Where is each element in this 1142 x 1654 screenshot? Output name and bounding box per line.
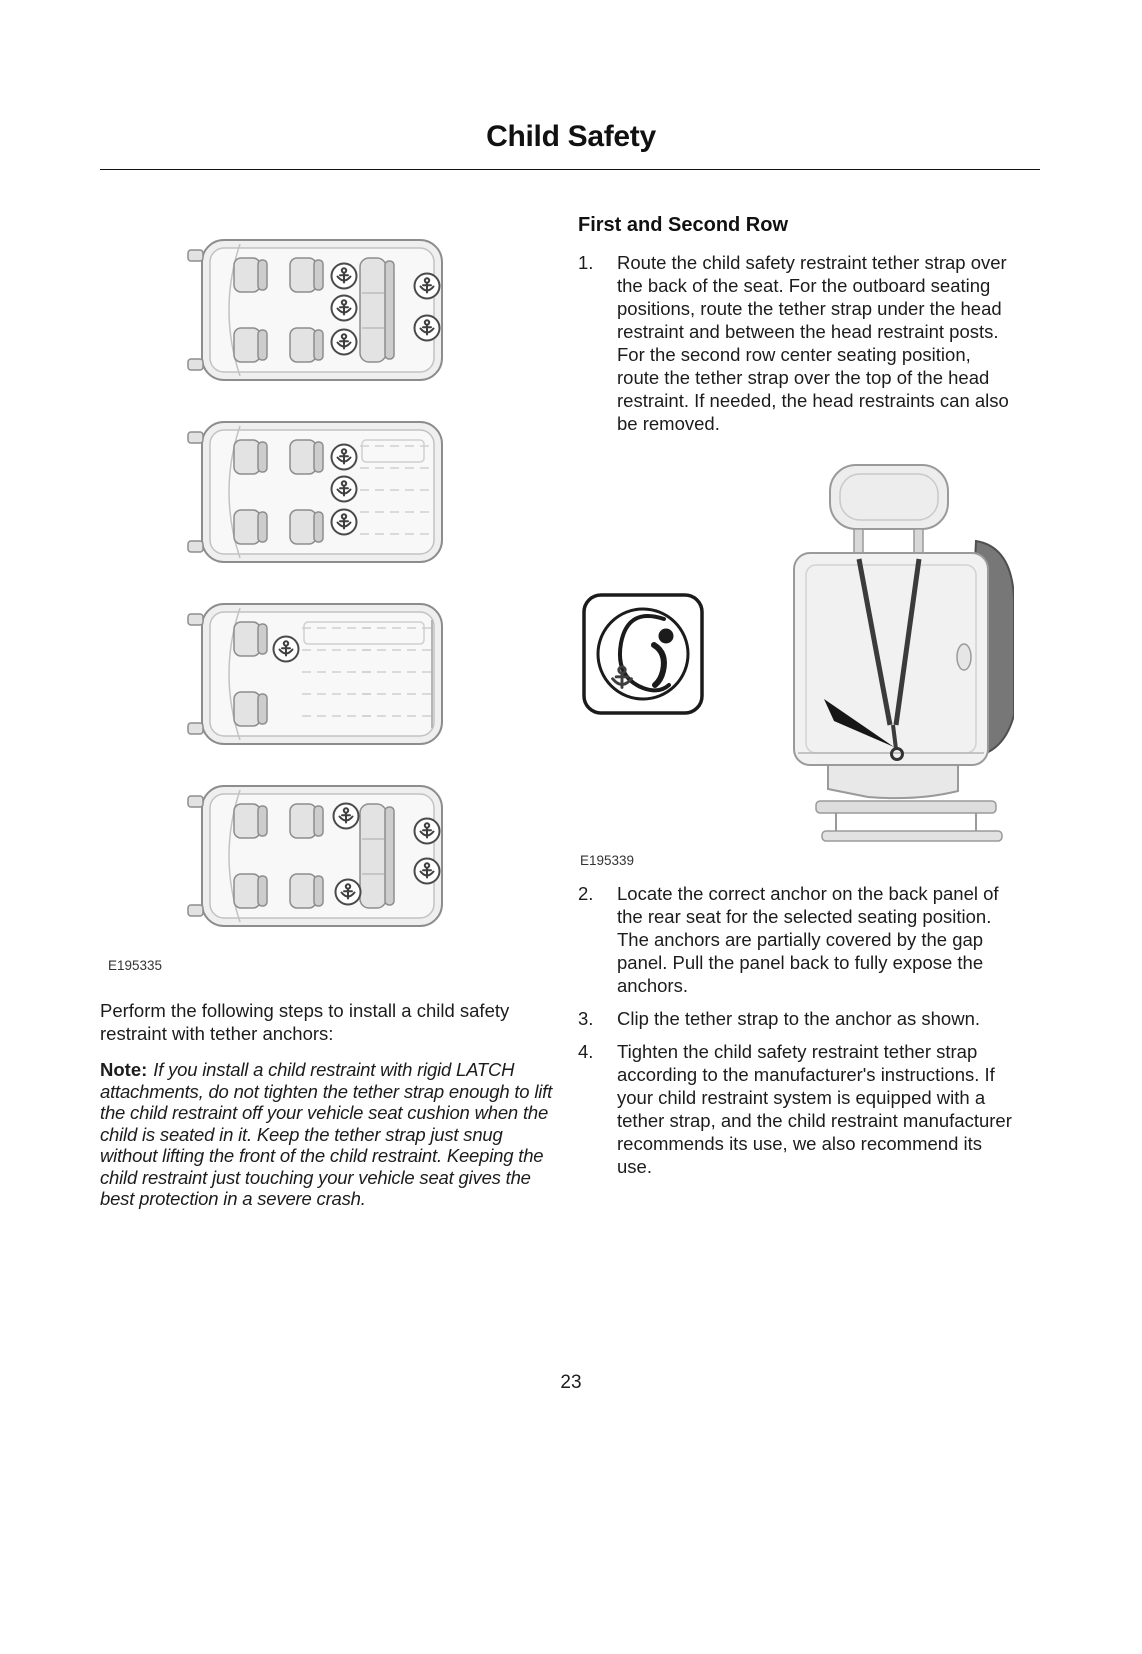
van-top-view-front-row-only <box>184 594 454 754</box>
section-heading: First and Second Row <box>578 214 789 236</box>
step-text: Route the child safety restraint tether strap over the back of the seat. For the outboard seating positions, route the tether strap under the head restraint and between the head restraint posts. For the second row center seating position, route the tether strap over the top of the head restraint. If needed, the head restraints can also be removed. <box>617 252 1009 434</box>
step-text: Clip the tether strap to the anchor as shown. <box>617 1008 981 1029</box>
step-item <box>578 1040 1014 1178</box>
anchor-icon <box>332 296 357 321</box>
step-number: 2. <box>578 883 594 904</box>
note-paragraph <box>100 1059 555 1210</box>
van-diagram-3 <box>184 594 555 754</box>
figure-label: E195339 <box>580 853 635 868</box>
note-label: Note: <box>100 1059 148 1080</box>
step-text: Locate the correct anchor on the back panel of the rear seat for the selected seating position. The anchors are partially covered by the gap panel. Pull the panel back to fully expose the anchors. <box>617 883 999 996</box>
step-item <box>578 882 1014 997</box>
anchor-icon <box>332 330 357 355</box>
title-divider <box>100 169 1040 170</box>
van-diagram-1 <box>184 230 555 390</box>
tether-strap-figure <box>578 457 1014 868</box>
page-number: 23 <box>560 1372 582 1393</box>
child-seat-anchor-icon <box>584 595 702 713</box>
anchor-icon <box>336 880 361 905</box>
anchor-icon <box>415 316 440 341</box>
step-item <box>578 1007 1014 1030</box>
anchor-icon <box>332 264 357 289</box>
anchor-icon <box>415 859 440 884</box>
note-text: If you install a child restraint with rigid LATCH attachments, do not tighten the tether strap enough to lift the child restraint off your vehicle seat cushion when the child is seated in it. Keep the tether strap just snug without lifting the front of the child restraint. Keeping the child restraint just touching your vehicle seat gives the best protection in a severe crash. <box>100 1059 553 1209</box>
step-item <box>578 251 1014 435</box>
step-number: 4. <box>578 1041 594 1062</box>
seating-layout-figure <box>100 230 555 936</box>
step-number: 1. <box>578 252 594 273</box>
van-top-view-all-rows-alt <box>184 776 454 936</box>
step-text: Tighten the child safety restraint tether strap according to the manufacturer's instructions. If your child restraint system is equipped with a tether strap, and the child restraint manufacturer recommends its use, we also recommend its use. <box>617 1041 1012 1177</box>
anchor-icon <box>274 637 299 662</box>
right-column <box>578 212 1014 1188</box>
step-number: 3. <box>578 1008 594 1029</box>
van-top-view-all-rows <box>184 230 454 390</box>
van-diagram-2 <box>184 412 555 572</box>
anchor-icon <box>332 477 357 502</box>
page-title: Child Safety <box>486 120 656 153</box>
anchor-icon <box>332 445 357 470</box>
anchor-icon <box>332 510 357 535</box>
van-top-view-two-rows <box>184 412 454 572</box>
intro-paragraph: Perform the following steps to install a child safety restraint with tether anchors: <box>100 1000 510 1044</box>
van-diagram-4 <box>184 776 555 936</box>
anchor-icon <box>415 274 440 299</box>
left-column <box>100 212 555 1210</box>
seat-illustration <box>794 465 1014 841</box>
anchor-icon <box>334 804 359 829</box>
figure-label: E195335 <box>108 958 163 973</box>
seat-rear-view-illustration <box>578 457 1014 849</box>
anchor-icon <box>415 819 440 844</box>
